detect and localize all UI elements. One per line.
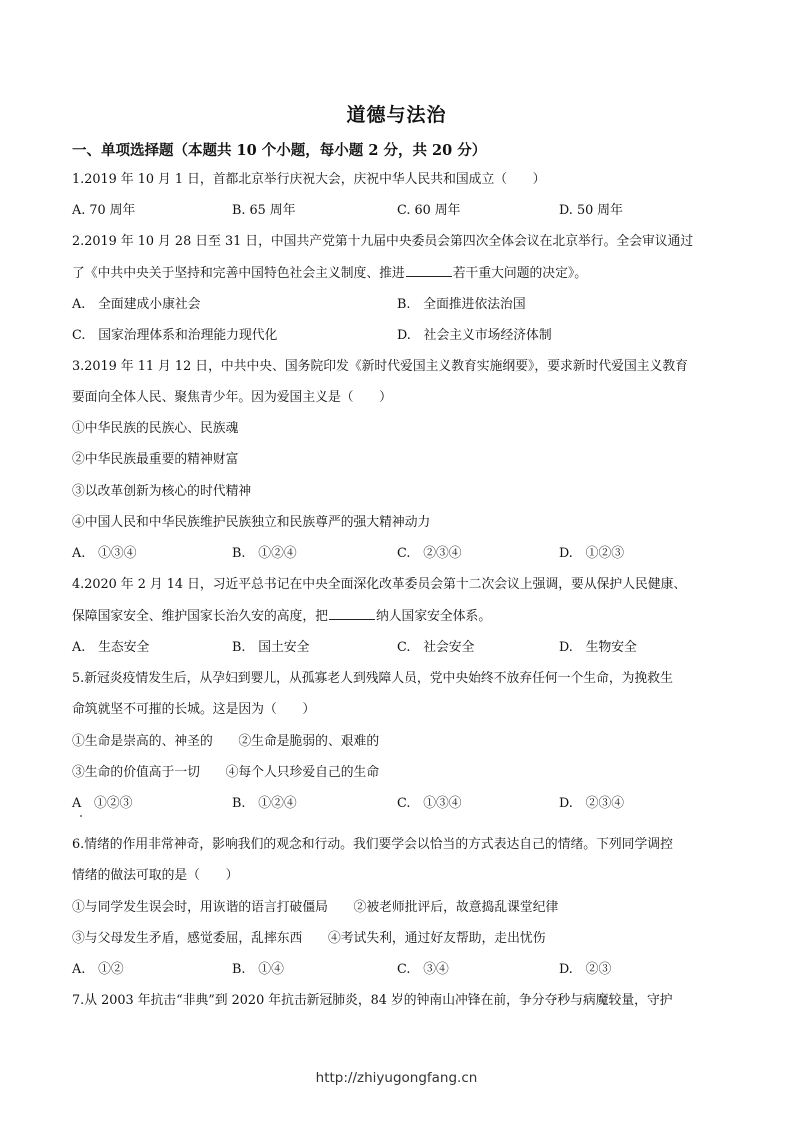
question-4-line-2a: 保障国家安全、维护国家长治久安的高度，把	[72, 609, 328, 624]
question-1-stem: 1.2019 年 10 月 1 日，首都北京举行庆祝大会，庆祝中华人民共和国成立（ ）	[72, 172, 546, 187]
question-2-line-2	[72, 264, 587, 283]
question-2-line-2a: 了《中共中央关于坚持和完善中国特色社会主义制度、推进	[72, 266, 405, 281]
option-c: C. ①③④	[397, 796, 462, 811]
option-c: C. ②③④	[397, 546, 462, 561]
question-3-item-2: ②中华民族最重要的精神财富	[72, 452, 239, 467]
option-d: D. 生物安全	[559, 640, 637, 655]
question-3-item-1: ①中华民族的民族心、民族魂	[72, 421, 239, 436]
option-b: B. 国土安全	[232, 640, 310, 655]
option-b: B. ①②④	[232, 546, 297, 561]
option-d: D. ①②③	[559, 546, 625, 561]
question-3-line-2: 要面向全体人民、聚焦青少年。因为爱国主义是（ ）	[72, 390, 392, 405]
option-c: C. 60 周年	[397, 203, 461, 218]
stray-dot	[80, 815, 82, 817]
option-c: C. ③④	[397, 962, 449, 977]
option-a: A. ①②	[72, 962, 124, 977]
option-c: C. 社会安全	[397, 640, 475, 655]
question-3-item-4: ④中国人民和中华民族维护民族独立和民族尊严的强大精神动力	[72, 515, 431, 530]
question-6-items-row-2: ③与父母发生矛盾，感觉委屈，乱摔东西 ④考试失利，通过好友帮助，走出忧伤	[72, 931, 546, 946]
option-a: A. 全面建成小康社会	[72, 297, 201, 312]
option-a: A. ①③④	[72, 546, 137, 561]
option-b: B. 65 周年	[232, 203, 296, 218]
option-b: B. 全面推进依法治国	[397, 297, 526, 312]
option-a: A ①②③	[72, 796, 133, 811]
question-4-line-2	[72, 607, 491, 626]
footer-url[interactable]: http://zhiyugongfang.cn	[315, 1070, 478, 1086]
question-6-line-1: 6.情绪的作用非常神奇，影响我们的观念和行动。我们要学会以恰当的方式表达自己的情绪。下列同学调控	[72, 837, 673, 852]
question-6-line-2: 情绪的做法可取的是（ ）	[72, 868, 239, 883]
page-title: 道德与法治	[346, 104, 447, 126]
fill-blank	[406, 264, 452, 277]
option-d: D. ②③	[559, 962, 612, 977]
option-b: B. ①④	[232, 962, 284, 977]
question-4-line-2b: 纳人国家安全体系。	[375, 609, 492, 624]
option-a: A. 生态安全	[72, 640, 150, 655]
question-5-line-2: 命筑就坚不可摧的长城。这是因为（ ）	[72, 702, 316, 717]
question-3-item-3: ③以改革创新为核心的时代精神	[72, 484, 252, 499]
question-5-line-1: 5.新冠炎疫情发生后，从孕妇到婴儿，从孤寡老人到残障人员，党中央始终不放弃任何一个生命，为挽救生	[72, 671, 673, 686]
section-heading: 一、单项选择题（本题共 10 个小题，每小题 2 分，共 20 分）	[72, 142, 487, 159]
option-c: C. 国家治理体系和治理能力现代化	[72, 328, 278, 343]
question-3-line-1: 3.2019 年 11 月 12 日，中共中央、国务院印发《新时代爱国主义教育实施纲要》，要求新时代爱国主义教育	[72, 359, 688, 374]
question-4-line-1: 4.2020 年 2 月 14 日，习近平总书记在中央全面深化改革委员会第十二次会议上强调，要从保护人民健康、	[72, 577, 687, 592]
option-a: A. 70 周年	[72, 203, 136, 218]
question-2-line-1: 2.2019 年 10 月 28 日至 31 日，中国共产党第十九届中央委员会第四次全体会议在北京举行。全会审议通过	[72, 234, 694, 249]
option-d: D. 社会主义市场经济体制	[397, 328, 552, 343]
question-2-line-2b: 若干重大问题的决定》。	[452, 266, 588, 281]
fill-blank	[329, 607, 375, 620]
option-b: B. ①②④	[232, 796, 297, 811]
option-d: D. 50 周年	[559, 203, 623, 218]
question-5-items-row-2: ③生命的价值高于一切 ④每个人只珍爱自己的生命	[72, 765, 380, 780]
question-6-items-row-1: ①与同学发生误会时，用诙谐的语言打破僵局 ②被老师批评后，故意捣乱课堂纪律	[72, 900, 559, 915]
option-d: D. ②③④	[559, 796, 625, 811]
question-5-items-row-1: ①生命是崇高的、神圣的 ②生命是脆弱的、艰难的	[72, 734, 380, 749]
question-7-line-1: 7.从 2003 年抗击“非典”到 2020 年抗击新冠肺炎，84 岁的钟南山冲锋在前，争分夺秒与病魔较量，守护	[72, 993, 673, 1008]
